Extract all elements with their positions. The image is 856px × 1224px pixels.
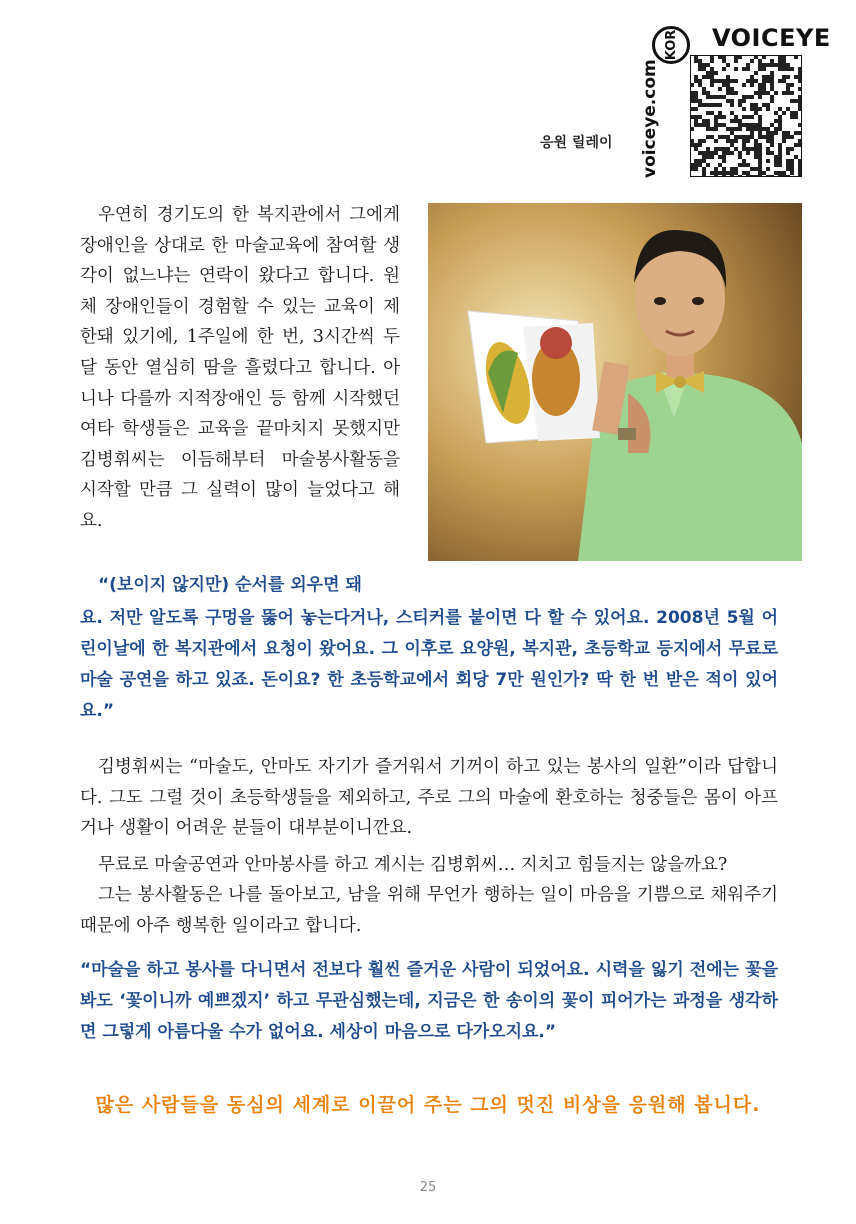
voiceye-code-icon (690, 55, 802, 177)
question-paragraph: 무료로 마술공연과 안마봉사를 하고 계시는 김병휘씨… 지치고 힘들지는 않을까요? (98, 855, 728, 875)
quote-2: “마술을 하고 봉사를 다니면서 전보다 훨씬 즐거운 사람이 되었어요. 시력을 잃기 전에는 꽃을 봐도 ‘꽃이니까 예쁘겠지’ 하고 무관심했는데, 지금은 한 송이의 꽃이 피어가는 과정을 생각하면 그렇게 아름다울 수가 없어요. 세상이 마음으로 다가오지요.” (80, 960, 778, 1042)
magician-photo (428, 203, 802, 561)
intro-paragraph: 우연히 경기도의 한 복지관에서 그에게 장애인을 상대로 한 마술교육에 참여할 생각이 없느냐는 연락이 왔다고 합니다. 원체 장애인들이 경험할 수 있는 교육이 제한돼 있기에, 1주일에 한 번, 3시간씩 두 달 동안 열심히 땀을 흘렸다고 합니다. 아니나 다를까 지적장애인 등 함께 시작했던 여타 학생들은 교육을 끝마치지 못했지만 김병휘씨는 이듬해부터 마술봉사활동을 시작할 만큼 그 실력이 많이 늘었다고 해요. (80, 205, 400, 531)
kor-badge: KOR (652, 26, 690, 64)
reflection-paragraph: 그는 봉사활동은 나를 돌아보고, 남을 위해 무언가 행하는 일이 마음을 기쁨으로 채워주기 때문에 아주 행복한 일이라고 합니다. (80, 885, 778, 936)
quote-1-start: “(보이지 않지만) 순서를 외우면 돼 (98, 575, 362, 595)
page-number: 25 (419, 1180, 437, 1195)
voiceye-brand: VOICEYE (712, 24, 831, 52)
answer-paragraph: 김병휘씨는 “마술도, 안마도 자기가 즐거워서 기꺼이 하고 있는 봉사의 일환”이라 답합니다. 그도 그럴 것이 초등학생들을 제외하고, 주로 그의 마술에 환호하는 청중들은 몸이 아프거나 생활이 어려운 분들이 대부분이니깐요. (80, 757, 778, 839)
voiceye-url: voiceye.com (640, 59, 660, 178)
closing-message: 많은 사람들을 동심의 세계로 이끌어 주는 그의 멋진 비상을 응원해 봅니다. (95, 1094, 761, 1116)
quote-1-continuation: 요. 저만 알도록 구멍을 뚫어 놓는다거나, 스티커를 붙이면 다 할 수 있어요. 2008년 5월 어린이날에 한 복지관에서 요청이 왔어요. 그 이후로 요양원, 복지관, 초등학교 등지에서 무료로 마술 공연을 하고 있죠. 돈이요? 한 초등학교에서 회당 7만 원인가? 딱 한 번 받은 적이 있어요.” (80, 608, 778, 721)
section-label: 응원 릴레이 (540, 135, 613, 151)
